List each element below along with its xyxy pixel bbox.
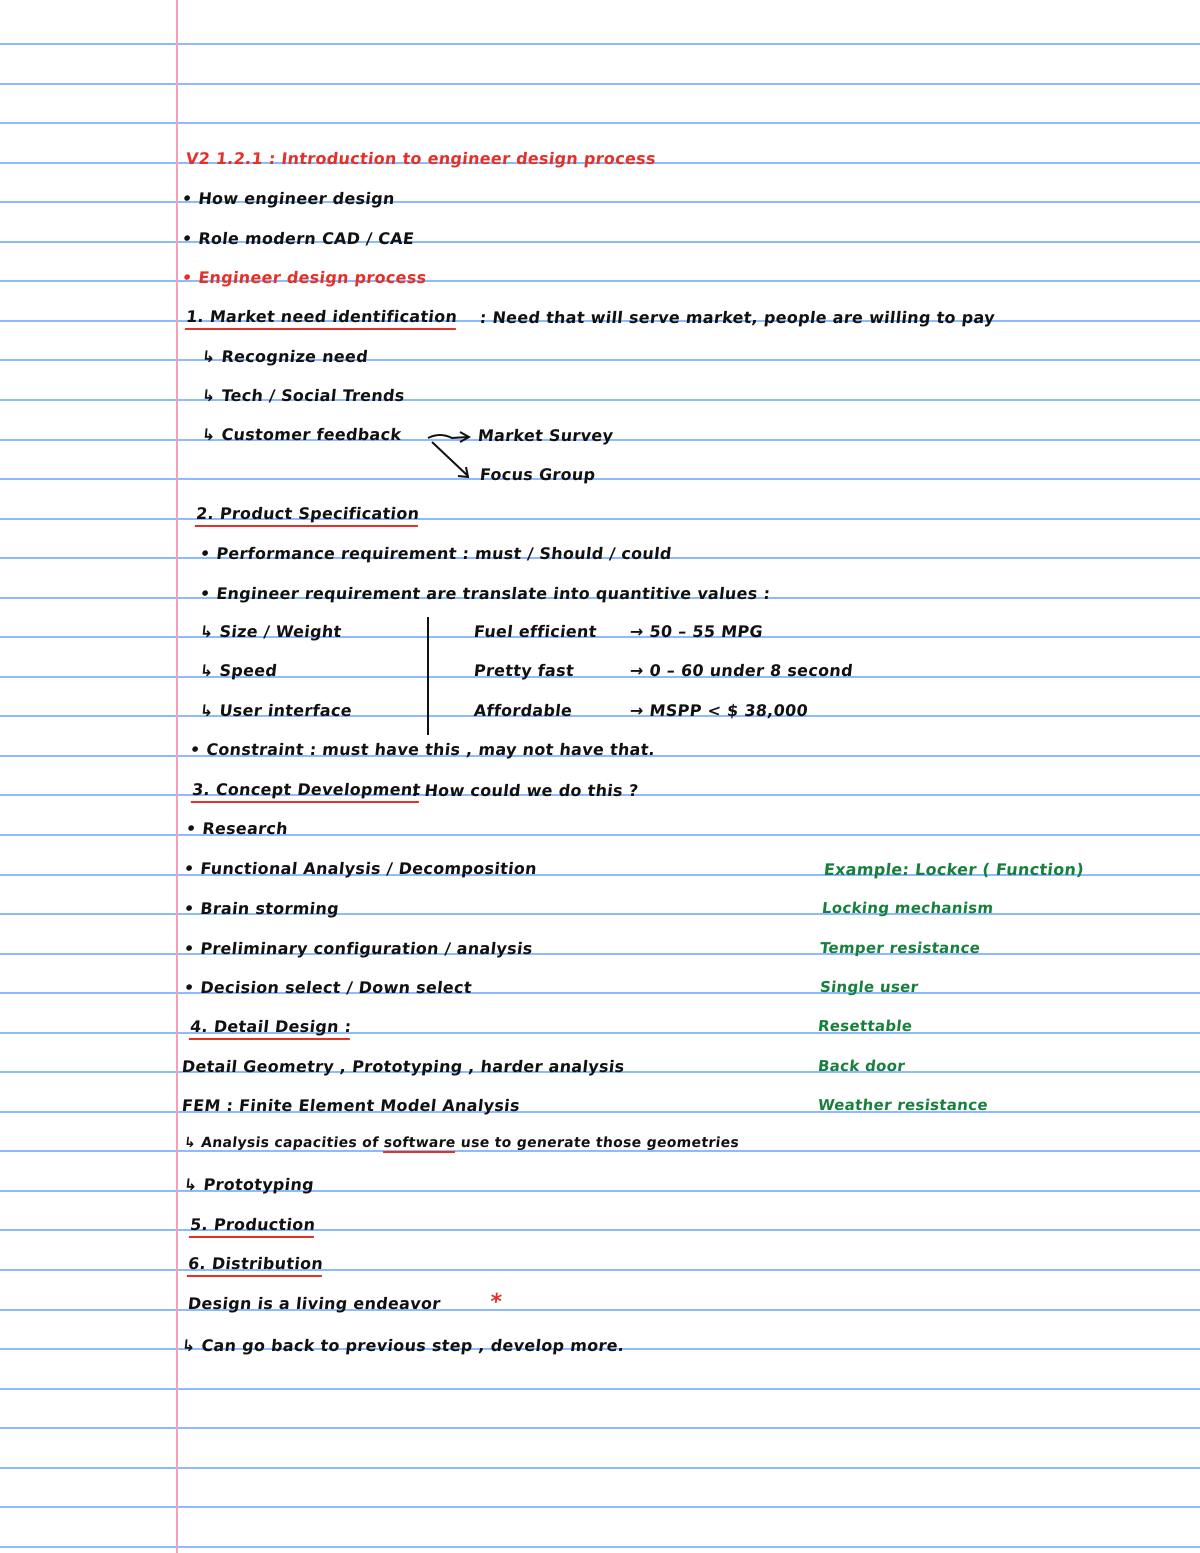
margin-line <box>176 0 178 1553</box>
section-2-performance: • Performance requirement : must / Should / could <box>199 544 673 563</box>
section-5-heading: 5. Production <box>189 1215 317 1238</box>
example-item: Resettable <box>817 1017 914 1035</box>
example-item: Single user <box>819 978 920 996</box>
rule-line <box>0 1190 1200 1192</box>
rule-line <box>0 1229 1200 1231</box>
rule-line <box>0 1111 1200 1113</box>
section-4-detail-geometry: Detail Geometry , Prototyping , harder analysis <box>181 1057 626 1076</box>
go-back-note: ↳ Can go back to previous step , develop more. <box>181 1336 626 1355</box>
rule-line <box>0 1506 1200 1508</box>
section-3-description: : How could we do this ? <box>411 781 640 800</box>
rule-line <box>0 1309 1200 1311</box>
analysis-suffix: use to generate those geometries <box>460 1135 740 1151</box>
section-2-engineer-req: • Engineer requirement are translate into quantitive values : <box>199 584 772 603</box>
asterisk-mark: * <box>488 1290 504 1315</box>
fuel-efficient-value: → 50 – 55 MPG <box>629 622 764 641</box>
section-4-fem: FEM : Finite Element Model Analysis <box>181 1096 521 1115</box>
rule-line <box>0 913 1200 915</box>
rule-line <box>0 1032 1200 1034</box>
example-item: Back door <box>817 1057 907 1075</box>
section-2-constraint: • Constraint : must have this , may not have that. <box>189 740 657 759</box>
rule-line <box>0 518 1200 520</box>
bullet-how-engineer-design: • How engineer design <box>181 189 396 208</box>
section-2-speed: ↳ Speed <box>199 661 279 680</box>
rule-line <box>0 359 1200 361</box>
rule-line <box>0 478 1200 480</box>
affordable-label: Affordable <box>473 701 574 720</box>
section-2-size-weight: ↳ Size / Weight <box>199 622 343 641</box>
section-1-item-trends: ↳ Tech / Social Trends <box>201 386 406 405</box>
example-title: Example: Locker ( Function) <box>823 860 1085 879</box>
fuel-efficient-label: Fuel efficient <box>473 622 598 641</box>
section-2-heading: 2. Product Specification <box>195 504 421 527</box>
bullet-role-cad-cae: • Role modern CAD / CAE <box>181 229 416 248</box>
market-survey-label: Market Survey <box>477 426 615 445</box>
software-word: software <box>382 1135 457 1151</box>
section-3-research: • Research <box>185 819 289 838</box>
bullet-engineer-design-process: • Engineer design process <box>181 268 428 287</box>
section-4-heading: 4. Detail Design : <box>189 1017 353 1040</box>
focus-group-label: Focus Group <box>479 465 597 484</box>
rule-line <box>0 1388 1200 1390</box>
section-3-brainstorming: • Brain storming <box>183 899 340 918</box>
rule-line <box>0 715 1200 717</box>
rule-line <box>0 122 1200 124</box>
rule-line <box>0 992 1200 994</box>
section-6-heading: 6. Distribution <box>187 1254 324 1277</box>
affordable-value: → MSPP < $ 38,000 <box>629 701 809 720</box>
rule-line <box>0 1546 1200 1548</box>
design-living-endeavor: Design is a living endeavor <box>187 1294 442 1313</box>
rule-line <box>0 201 1200 203</box>
example-item: Temper resistance <box>819 939 982 957</box>
rule-line <box>0 1269 1200 1271</box>
section-1-item-feedback: ↳ Customer feedback <box>201 425 403 444</box>
rule-line <box>0 676 1200 678</box>
example-item: Locking mechanism <box>821 899 995 917</box>
rule-line <box>0 399 1200 401</box>
section-2-user-interface: ↳ User interface <box>199 701 353 720</box>
section-3-functional-analysis: • Functional Analysis / Decomposition <box>183 859 538 878</box>
page-title: V2 1.2.1 : Introduction to engineer design process <box>185 149 657 168</box>
rule-line <box>0 1467 1200 1469</box>
rule-line <box>0 83 1200 85</box>
section-4-analysis-line <box>183 1135 740 1151</box>
section-3-decision: • Decision select / Down select <box>183 978 473 997</box>
rule-line <box>0 241 1200 243</box>
rule-line <box>0 636 1200 638</box>
analysis-prefix: ↳ Analysis capacities of <box>183 1135 380 1151</box>
rule-line <box>0 953 1200 955</box>
section-1-description: : Need that will serve market, people are willing to pay <box>479 308 996 327</box>
section-1-heading: 1. Market need identification <box>185 307 458 330</box>
rule-line <box>0 834 1200 836</box>
section-3-preliminary: • Preliminary configuration / analysis <box>183 939 534 958</box>
rule-line <box>0 1427 1200 1429</box>
pretty-fast-value: → 0 – 60 under 8 second <box>629 661 854 680</box>
section-1-item-recognize: ↳ Recognize need <box>201 347 370 366</box>
rule-line <box>0 43 1200 45</box>
pretty-fast-label: Pretty fast <box>473 661 575 680</box>
section-4-prototyping: ↳ Prototyping <box>183 1175 315 1194</box>
section-3-heading: 3. Concept Development <box>191 780 422 803</box>
rule-line <box>0 280 1200 282</box>
example-item: Weather resistance <box>817 1096 989 1114</box>
